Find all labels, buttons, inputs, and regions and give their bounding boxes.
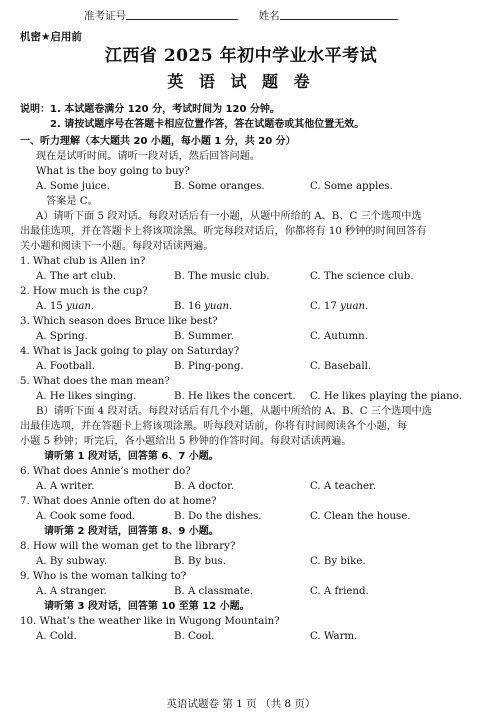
question-10-options	[20, 630, 472, 645]
paper-title: 英 语 试 题 卷	[167, 72, 315, 91]
name-blank	[280, 8, 398, 20]
note-line-2: 2. 请按试题序号在答题卡相应位置作答，答在试题卷或其他位置无效。	[50, 119, 365, 130]
dialogue-2-instruction: 请听第 2 段对话，回答第 8、9 小题。	[44, 526, 219, 537]
question-7: 7. What does Annie often do at home?	[20, 496, 217, 507]
option-a: A. He likes singing.	[36, 391, 137, 402]
option-a: A. 15 yuan.	[36, 301, 95, 312]
example-options	[20, 180, 472, 195]
option-a: A. By subway.	[36, 556, 108, 567]
option-a: A. The art club.	[36, 271, 117, 282]
part-a-instructions-1: A）请听下面 5 段对话。每段对话后有一小题，从题中所给的 A、B、C 三个选项中选	[36, 211, 422, 222]
currency-word: yuan	[204, 301, 230, 312]
question-2: 2. How much is the cup?	[20, 286, 148, 297]
option-a: A. Football.	[36, 361, 96, 372]
example-option-c: C. Some apples.	[310, 181, 393, 192]
question-4: 4. What is Jack going to play on Saturday?	[20, 346, 240, 357]
page-footer: 英语试题卷 第 1 页 （共 8 页）	[166, 697, 316, 710]
option-b: B. Do the dishes.	[174, 511, 262, 522]
question-4-options	[20, 360, 472, 375]
part-a-instructions-3: 关小题和阅读下一小题。每段对话读两遍。	[20, 241, 214, 252]
option-c: C. By bike.	[310, 556, 366, 567]
question-6: 6. What does Annie’s mother do?	[20, 466, 191, 477]
question-7-options	[20, 510, 472, 525]
option-b: B. He likes the concert.	[174, 391, 296, 402]
option-c: C. The science club.	[310, 271, 414, 282]
part-b-instructions-3: 小题 5 秒钟；听完后，各小题给出 5 秒钟的作答时间。每段对话读两遍。	[20, 436, 352, 447]
exam-id-label: 准考证号	[84, 10, 126, 22]
part-b-instructions-2: 出最佳选项，并在答题卡上将该项涂黑。听每段对话前，你将有时间阅读各个小题，每	[20, 421, 408, 432]
example-answer: 答案是 C。	[46, 196, 98, 207]
currency-word: yuan	[340, 301, 366, 312]
part-a-instructions-2: 出最佳选项，并在答题卡上将该项涂黑。听完每段对话后，你都将有 10 秒钟的时间回答有	[20, 226, 427, 237]
question-5: 5. What does the man mean?	[20, 376, 170, 387]
option-b: B. Cool.	[174, 631, 215, 642]
option-b: B. A doctor.	[174, 481, 235, 492]
section-intro: 现在是试听时间。请听一段对话，然后回答问题。	[36, 151, 261, 162]
section-heading: 一、听力理解（本大题共 20 小题，每小题 1 分，共 20 分）	[20, 136, 296, 147]
note-line-1: 说明：1. 本试题卷满分 120 分，考试时间为 120 分钟。	[20, 104, 280, 115]
exam-title: 江西省 2025 年初中学业水平考试	[104, 46, 378, 66]
option-c: C. A friend.	[310, 586, 369, 597]
exam-id-blank	[126, 8, 238, 20]
question-3: 3. Which season does Bruce like best?	[20, 316, 218, 327]
name-label: 姓名	[258, 10, 280, 22]
confidential-label: 机密★启用前	[20, 31, 82, 43]
option-b: B. Summer.	[174, 331, 234, 342]
dialogue-3-instruction: 请听第 3 段对话，回答第 10 至第 12 小题。	[44, 601, 250, 612]
example-question: What is the boy going to buy?	[36, 166, 190, 177]
candidate-info-line	[84, 8, 398, 24]
option-b: B. 16 yuan.	[174, 301, 233, 312]
dialogue-1-instruction: 请听第 1 段对话，回答第 6、7 小题。	[44, 451, 219, 462]
question-2-options	[20, 300, 472, 315]
question-5-options	[20, 390, 472, 405]
example-option-a: A. Some juice.	[36, 181, 110, 192]
option-b: B. By bus.	[174, 556, 226, 567]
option-c: C. Warm.	[310, 631, 358, 642]
currency-word: yuan	[66, 301, 91, 312]
option-c: C. Clean the house.	[310, 511, 411, 522]
option-a: A. Cook some food.	[36, 511, 136, 522]
option-c: C. 17 yuan.	[310, 301, 369, 312]
question-1: 1. What club is Allen in?	[20, 256, 146, 267]
option-a: A. Spring.	[36, 331, 88, 342]
question-6-options	[20, 480, 472, 495]
question-8: 8. How will the woman get to the library?	[20, 541, 236, 552]
option-c: C. He likes playing the piano.	[310, 391, 462, 402]
option-b: B. Ping-pong.	[174, 361, 244, 372]
question-8-options	[20, 555, 472, 570]
question-9: 9. Who is the woman talking to?	[20, 571, 187, 582]
option-c: C. Autumn.	[310, 331, 368, 342]
question-9-options	[20, 585, 472, 600]
question-1-options	[20, 270, 472, 285]
question-10: 10. What’s the weather like in Wugong Mountain?	[20, 616, 280, 627]
option-c: C. Baseball.	[310, 361, 372, 372]
option-a: A. A writer.	[36, 481, 95, 492]
option-c: C. A teacher.	[310, 481, 376, 492]
option-b: B. A classmate.	[174, 586, 254, 597]
part-b-instructions-1: B）请听下面 4 段对话。每段对话后有几个小题，从题中所给的 A、B、C 三个选项中选	[36, 406, 432, 417]
option-a: A. A stranger.	[36, 586, 107, 597]
question-3-options	[20, 330, 472, 345]
option-b: B. The music club.	[174, 271, 270, 282]
exam-content	[20, 103, 472, 645]
option-a: A. Cold.	[36, 631, 77, 642]
example-option-b: B. Some oranges.	[174, 181, 265, 192]
